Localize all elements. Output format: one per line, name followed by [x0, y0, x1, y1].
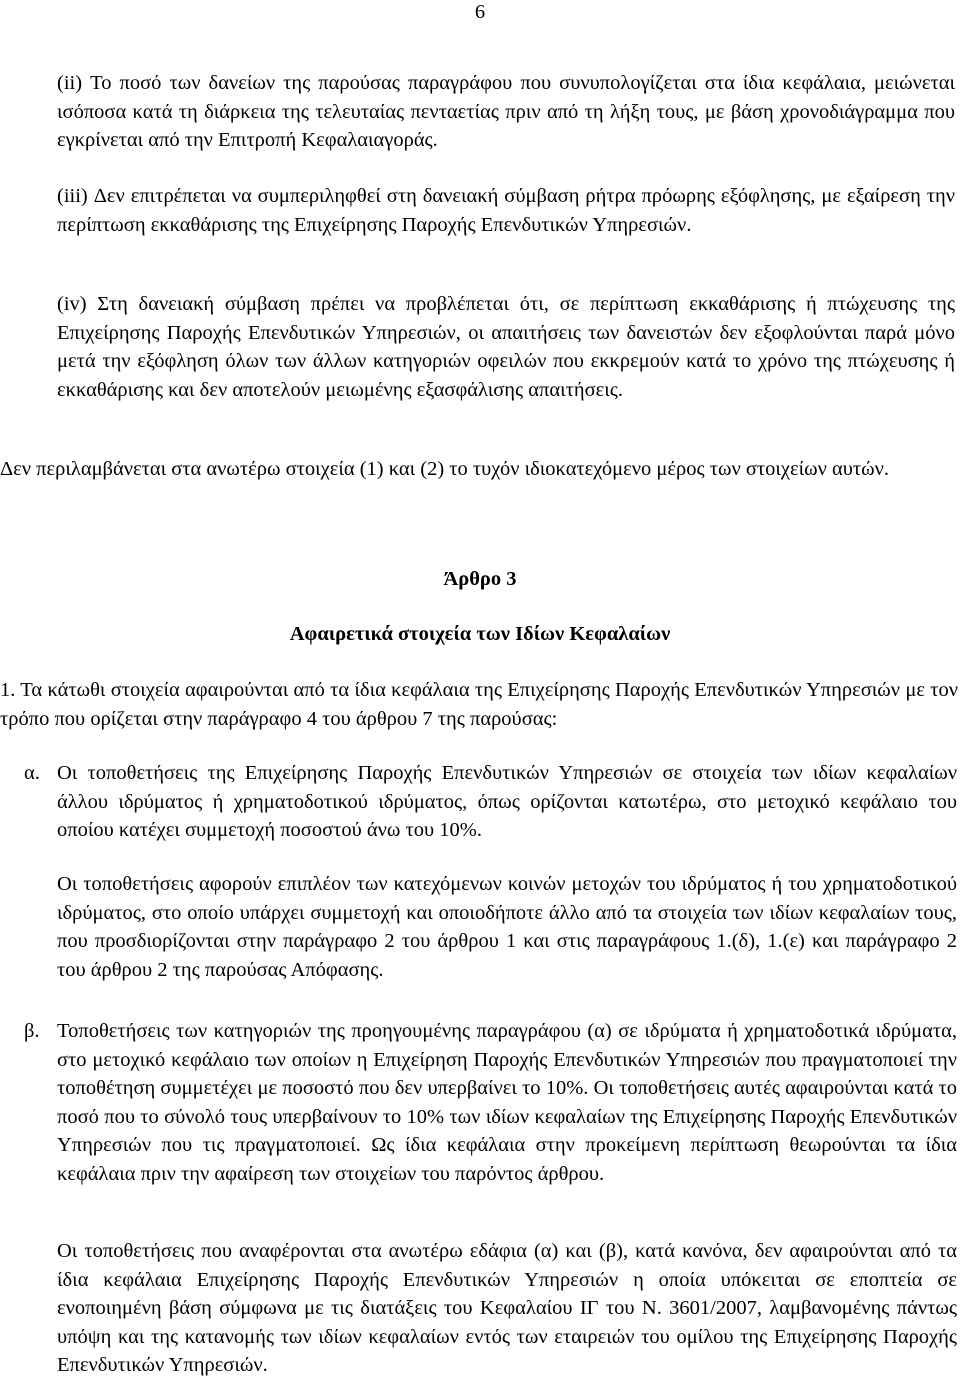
article-heading: Άρθρο 3	[443, 568, 517, 590]
paragraph-a-marker: α.	[24, 762, 40, 784]
paragraph-a2: Οι τοποθετήσεις αφορούν επιπλέον των κατεχόμενων κοινών μετοχών του ιδρύματος ή του χρηματοδοτικού ιδρύματος, στο οποίο υπάρχει συμμετοχή και οποιοδήποτε άλλο από τα στοιχεία των ιδίων κεφαλαίων τους, που προσδιορίζονται στην παράγραφο 2 του άρθρου 1 και στις παραγράφους 1.(δ), 1.(ε) και παράγραφο 2 του άρθρου 2 της παρούσας Απόφασης.	[57, 873, 957, 981]
paragraph-b	[24, 1017, 957, 1189]
paragraph-b-text: Τοποθετήσεις των κατηγοριών της προηγουμένης παραγράφου (α) σε ιδρύματα ή χρηματοδοτικά ιδρύματα, στο μετοχικό κεφάλαιο των οποίων η Επιχείρηση Παροχής Επενδυτικών Υπηρεσιών που πραγματοποιεί την τοποθέτηση συμμετέχει με ποσοστό που δεν υπερβαίνει το 10%. Οι τοποθετήσεις αυτές αφαιρούνται κατά το ποσό που το σύνολό τους υπερβαίνουν το 10% των ιδίων κεφαλαίων της Επιχείρησης Παροχής Επενδυτικών Υπηρεσιών που τις πραγματοποιεί. Ως ίδια κεφάλαια στην προκείμενη περίπτωση θεωρούνται τα ίδια κεφάλαια πριν την αφαίρεση των στοιχείων του παρόντος άρθρου.	[57, 1020, 957, 1185]
paragraph-ii: (ii) Το ποσό των δανείων της παρούσας παραγράφου που συνυπολογίζεται στα ίδια κεφάλαια, μειώνεται ισόποσα κατά τη διάρκεια της τελευταίας πενταετίας πριν από τη λήξη τους, με βάση χρονοδιάγραμμα που εγκρίνεται από την Επιτροπή Κεφαλαιαγοράς.	[57, 72, 955, 152]
article-title: Αφαιρετικά στοιχεία των Ιδίων Κεφαλαίων	[289, 623, 671, 645]
paragraph-last: Οι τοποθετήσεις που αναφέρονται στα ανωτέρω εδάφια (α) και (β), κατά κανόνα, δεν αφαιρούνται από τα ίδια κεφάλαια Επιχείρησης Παροχής Επενδυτικών Υπηρεσιών η οποία υπόκειται σε εποπτεία σε ενοποιημένη βάση σύμφωνα με τις διατάξεις του Κεφαλαίου ΙΓ του Ν. 3601/2007, λαμβανομένης πάντως υπόψη και της κατανομής των ιδίων κεφαλαίων εντός των εταιρειών του ομίλου της Επιχείρησης Παροχής Επενδυτικών Υπηρεσιών.	[57, 1240, 957, 1377]
paragraph-a-text: Οι τοποθετήσεις της Επιχείρησης Παροχής Επενδυτικών Υπηρεσιών σε στοιχεία των ιδίων κεφαλαίων άλλου ιδρύματος ή χρηματοδοτικού ιδρύματος, όπως ορίζονται κατωτέρω, στο μετοχικό κεφάλαιο του οποίου κατέχει συμμετοχή ποσοστού άνω του 10%.	[57, 762, 957, 842]
paragraph-b-marker: β.	[24, 1020, 40, 1042]
paragraph-1: 1. Τα κάτωθι στοιχεία αφαιρούνται από τα ίδια κεφάλαια της Επιχείρησης Παροχής Επενδυτικών Υπηρεσιών με τον τρόπο που ορίζεται στην παράγραφο 4 του άρθρου 7 της παρούσας:	[0, 679, 958, 730]
paragraph-iii: (iii) Δεν επιτρέπεται να συμπεριληφθεί στη δανειακή σύμβαση ρήτρα πρόωρης εξόφλησης, με εξαίρεση την περίπτωση εκκαθάρισης της Επιχείρησης Παροχής Επενδυτικών Υπηρεσιών.	[57, 185, 955, 236]
page-number: 6	[474, 1, 486, 23]
paragraph-iv: (iv) Στη δανειακή σύμβαση πρέπει να προβλέπεται ότι, σε περίπτωση εκκαθάρισης ή πτώχευσης της Επιχείρησης Παροχής Επενδυτικών Υπηρεσιών, οι απαιτήσεις των δανειστών δεν εξοφλούνται παρά μόνο μετά την εξόφληση όλων των άλλων κατηγοριών οφειλών που εκκρεμούν κατά το χρόνο της πτώχευσης ή εκκαθάρισης και δεν αποτελούν μειωμένης εξασφάλισης απαιτήσεις.	[57, 293, 955, 401]
paragraph-exclusion: Δεν περιλαμβάνεται στα ανωτέρω στοιχεία (1) και (2) το τυχόν ιδιοκατεχόμενο μέρος των στοιχείων αυτών.	[0, 458, 890, 480]
paragraph-a	[24, 759, 957, 845]
